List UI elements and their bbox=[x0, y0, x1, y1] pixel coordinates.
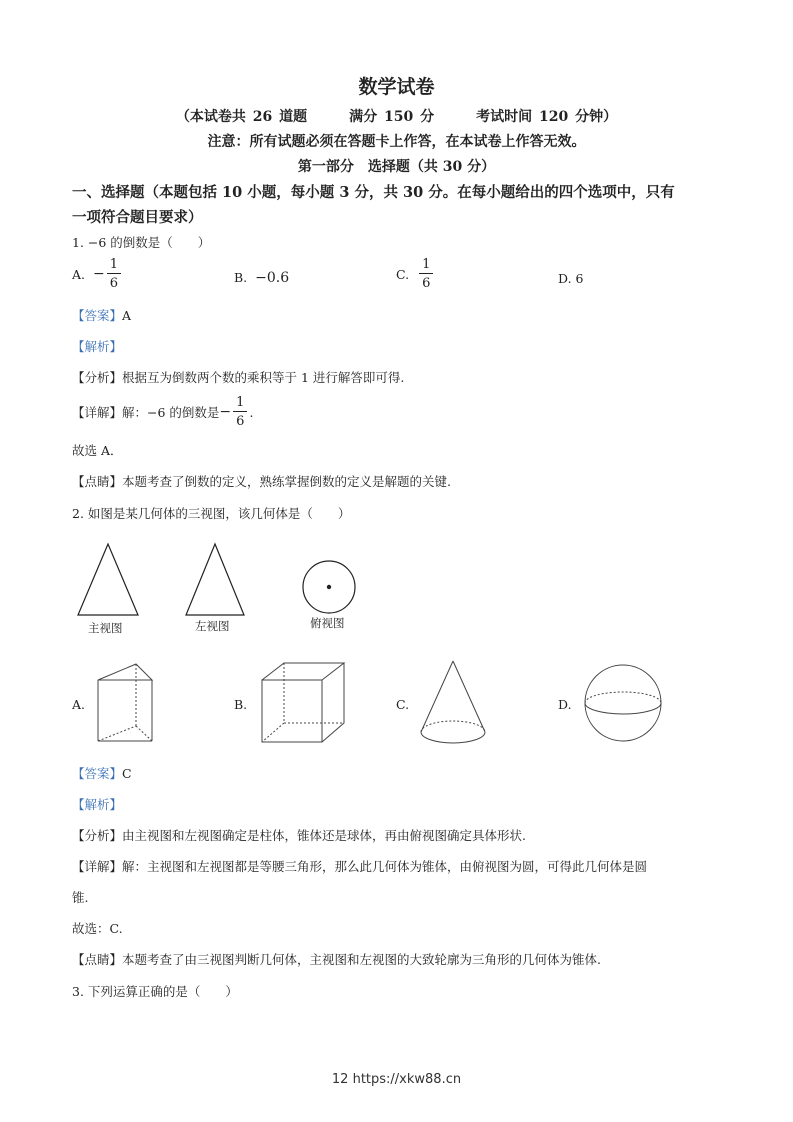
front-view-label: 主视图 bbox=[88, 621, 123, 635]
left-view-label: 左视图 bbox=[195, 619, 230, 633]
q2-detail-line1 bbox=[72, 857, 647, 875]
detail-tag: 【详解】 bbox=[72, 405, 123, 420]
q2-choose: 故选：C. bbox=[72, 921, 123, 936]
option-c-cone bbox=[421, 661, 485, 743]
q1-choose: 故选 A． bbox=[72, 443, 123, 458]
q1-fenxi-text: 根据互为倒数两个数的乘积等于 1 进行解答即可得. bbox=[122, 370, 405, 385]
q1-option-b-label: B. bbox=[234, 270, 248, 285]
q2-detail-text: 解：主视图和左视图都是等腰三角形，那么此几何体为锥体，由俯视图为圆，可得此几何体是圆 bbox=[122, 859, 648, 874]
option-a-triangular-prism bbox=[98, 664, 152, 741]
q1-option-a-label: A. bbox=[72, 266, 86, 282]
exam-notice: 注意：所有试题必须在答题卡上作答，在本试卷上作答无效。 bbox=[207, 134, 586, 150]
q1-detail-end: . bbox=[249, 404, 254, 420]
q1-option-a-denominator: 6 bbox=[109, 276, 119, 291]
page-title: 数学试卷 bbox=[358, 76, 435, 98]
page-footer: 12 https://xkw88.cn bbox=[331, 1072, 462, 1087]
q2-option-c-label: C. bbox=[396, 697, 410, 712]
q1-comment-text: 本题考查了倒数的定义，熟练掌握倒数的定义是解题的关键. bbox=[122, 474, 451, 489]
q2-detail-line2: 锥. bbox=[72, 890, 89, 905]
q2-fenxi bbox=[72, 826, 526, 844]
answer-tag: 【答案】 bbox=[72, 308, 123, 323]
top-view-label: 俯视图 bbox=[310, 616, 345, 630]
answer-tag: 【答案】 bbox=[72, 766, 123, 781]
comment-tag: 【点睛】 bbox=[72, 952, 123, 967]
q1-option-b-value: −0.6 bbox=[255, 270, 290, 286]
option-d-sphere bbox=[585, 665, 661, 741]
q1-answer-value: A bbox=[122, 308, 132, 323]
option-b-cube bbox=[262, 663, 344, 742]
q1-detail-text: 解：−6 的倒数是 bbox=[122, 405, 220, 420]
q2-analysis-tag: 【解析】 bbox=[72, 797, 123, 812]
q1-detail-sign: − bbox=[219, 404, 232, 420]
q1-option-c-label: C. bbox=[396, 266, 410, 282]
q1-option-c-denominator: 6 bbox=[422, 276, 431, 291]
q2-comment bbox=[72, 950, 601, 968]
part-heading: 第一部分 选择题（共 30 分） bbox=[297, 159, 496, 175]
q1-option-a-numerator: 1 bbox=[107, 258, 121, 274]
q1-analysis-tag: 【解析】 bbox=[72, 339, 123, 354]
q1-detail-numerator: 1 bbox=[233, 396, 247, 412]
q1-option-a-sign: − bbox=[93, 266, 105, 282]
exam-info: （本试卷共 26 道题 满分 150 分 考试时间 120 分钟） bbox=[175, 109, 618, 125]
detail-tag: 【详解】 bbox=[72, 859, 123, 874]
q1-detail-denominator: 6 bbox=[236, 414, 245, 429]
q2-answer bbox=[72, 764, 132, 782]
comment-tag: 【点睛】 bbox=[72, 474, 123, 489]
section-heading-line2: 一项符合题目要求） bbox=[72, 209, 203, 226]
q3-stem: 3. 下列运算正确的是（ ） bbox=[72, 984, 238, 999]
q1-option-c-numerator: 1 bbox=[419, 258, 433, 274]
q1-option-d: D. 6 bbox=[558, 271, 584, 286]
fenxi-tag: 【分析】 bbox=[72, 828, 123, 843]
q2-comment-text: 本题考查了由三视图判断几何体，主视图和左视图的大致轮廓为三角形的几何体为锥体. bbox=[122, 952, 601, 967]
q1-stem: 1. −6 的倒数是（ ） bbox=[72, 235, 211, 250]
q2-stem: 2. 如图是某几何体的三视图，该几何体是（ ） bbox=[72, 506, 351, 521]
q2-option-a-label: A. bbox=[72, 697, 86, 712]
section-heading-line1: 一、选择题（本题包括 10 小题，每小题 3 分，共 30 分。在每小题给出的四个选项中，只有 bbox=[72, 184, 675, 201]
q2-answer-value: C bbox=[122, 766, 132, 781]
q2-fenxi-text: 由主视图和左视图确定是柱体，锥体还是球体，再由俯视图确定具体形状. bbox=[122, 828, 526, 843]
q2-option-b-label: B. bbox=[234, 697, 248, 712]
fenxi-tag: 【分析】 bbox=[72, 370, 123, 385]
q2-option-d-label: D. bbox=[558, 697, 572, 712]
